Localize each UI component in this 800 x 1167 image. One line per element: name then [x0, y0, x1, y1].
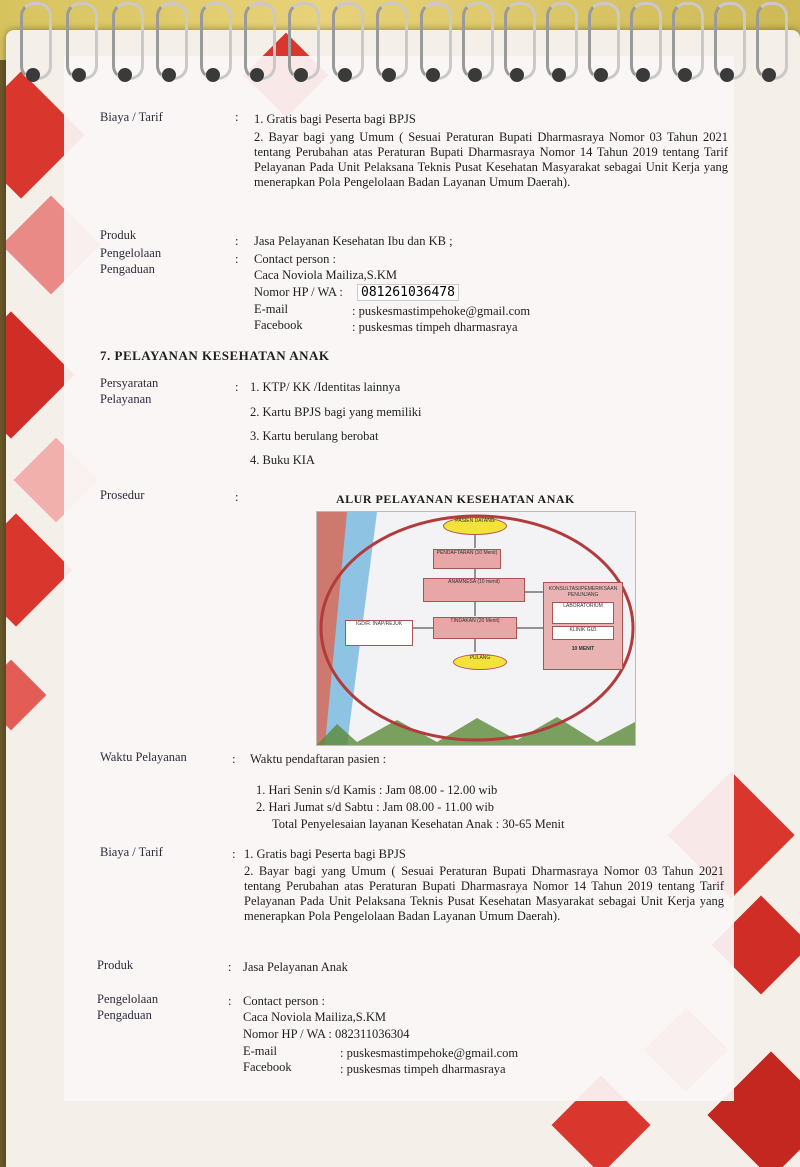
facebook-label-2: Facebook [243, 1060, 292, 1074]
flow-konsul-group [543, 582, 623, 670]
hole-icon [720, 68, 734, 82]
biaya2-item-2: 2. Bayar bagi yang Umum ( Sesuai Peraturan Bupati Dharmasraya Nomor 03 Tahun 2021 tentang Perubahan atas Peraturan Bupati Dharmasraya Nomor 14 Tahun 2019 tentang Tarif Pelayanan Pada Unit Pelaksana Teknis Pusat Kesehatan Masyarakat sebagai Unit Kerja yang menerapkan Pola Pengelolaan Badan Layanan Umum Daerah). [244, 864, 724, 923]
email-label-2: E-mail [243, 1044, 278, 1058]
facebook-value-2: : puskesmas timpeh dharmasraya [340, 1062, 506, 1076]
produk-value: Jasa Pelayanan Kesehatan Ibu dan KB ; [254, 234, 453, 248]
flow-gizi: KLINIK GIZI [552, 626, 614, 640]
contact-name-2: Caca Noviola Mailiza,S.KM [243, 1010, 387, 1024]
contact-label: Contact person : [254, 252, 336, 266]
waktu-label: Waktu Pelayanan [100, 750, 187, 764]
hole-icon [338, 68, 352, 82]
hole-icon [552, 68, 566, 82]
hole-icon [250, 68, 264, 82]
biaya-label: Biaya / Tarif [100, 110, 163, 124]
hole-icon [636, 68, 650, 82]
waktu-item: 1. Hari Senin s/d Kamis : Jam 08.00 - 12.00 wib [256, 783, 498, 797]
persyaratan-item: 2. Kartu BPJS bagi yang memiliki [250, 405, 422, 419]
hole-icon [206, 68, 220, 82]
produk-label: Produk [100, 228, 137, 242]
phone-label: Nomor HP / WA : [254, 285, 343, 299]
decor-diamond [6, 660, 46, 731]
flow-igd: IGD/R. INAP/REJUK [345, 620, 413, 646]
flowchart [316, 511, 636, 746]
colon: : [235, 234, 239, 248]
waktu-intro: Waktu pendaftaran pasien : [250, 752, 387, 766]
biaya-item-2: 2. Bayar bagi yang Umum ( Sesuai Peraturan Bupati Dharmasraya Nomor 03 Tahun 2021 tentang Perubahan atas Peraturan Bupati Dharmasraya Nomor 14 Tahun 2019 tentang Tarif Pelayanan Pada Unit Pelaksana Teknis Pusat Kesehatan Masyarakat sebagai Unit Kerja yang menerapkan Pola Pengelolaan Badan Layanan Umum Daerah). [254, 130, 728, 189]
facebook-label: Facebook [254, 318, 303, 332]
flow-title: ALUR PELAYANAN KESEHATAN ANAK [336, 492, 575, 506]
email-value-2: : puskesmastimpehoke@gmail.com [340, 1046, 519, 1060]
phone-value: 081261036478 [357, 284, 459, 301]
email-value: : puskesmastimpehoke@gmail.com [352, 304, 531, 318]
colon: : [235, 110, 239, 124]
colon: : [232, 847, 236, 861]
biaya-item-1: 1. Gratis bagi Peserta bagi BPJS [254, 112, 416, 126]
biaya2-item-1: 1. Gratis bagi Peserta bagi BPJS [244, 847, 406, 861]
colon: : [235, 252, 239, 266]
hole-icon [162, 68, 176, 82]
facebook-value: : puskesmas timpeh dharmasraya [352, 320, 518, 334]
hole-icon [382, 68, 396, 82]
contact-label-2: Contact person : [243, 994, 325, 1008]
hole-icon [294, 68, 308, 82]
flow-pendaftaran: PENDAFTARAN (10 Menit) [433, 549, 501, 569]
pengelolaan-label: Pengelolaan [100, 246, 162, 260]
hole-icon [26, 68, 40, 82]
prosedur-label: Prosedur [100, 488, 145, 502]
persyaratan-item: 3. Kartu berulang berobat [250, 429, 379, 443]
hole-icon [426, 68, 440, 82]
phone-text-2: Nomor HP / WA : 082311036304 [243, 1027, 410, 1041]
flow-menit: 10 MENIT [571, 646, 595, 652]
biaya-label-2: Biaya / Tarif [100, 845, 163, 859]
colon: : [228, 994, 232, 1008]
decor-diamond [6, 513, 73, 626]
hole-icon [678, 68, 692, 82]
pelayanan-label: Pelayanan [100, 392, 152, 406]
hole-icon [594, 68, 608, 82]
pengaduan-label: Pengaduan [100, 262, 155, 276]
flow-anamnesa: ANAMNESA (10 menit) [423, 578, 525, 602]
hole-icon [72, 68, 86, 82]
waktu-item: 2. Hari Jumat s/d Sabtu : Jam 08.00 - 11.00 wib [256, 800, 495, 814]
colon: : [228, 960, 232, 974]
hole-icon [118, 68, 132, 82]
persyaratan-item: 1. KTP/ KK /Identitas lainnya [250, 380, 401, 394]
flow-pulang: PULANG [453, 654, 507, 670]
persyaratan-label: Persyaratan [100, 376, 159, 390]
colon: : [235, 490, 239, 504]
section-heading: 7. PELAYANAN KESEHATAN ANAK [100, 348, 330, 363]
email-label: E-mail [254, 302, 289, 316]
flow-tindakan: TINDAKAN (20 Menit) [433, 617, 517, 639]
spiral-binding [0, 0, 800, 95]
hole-icon [510, 68, 524, 82]
pengaduan-label-2: Pengaduan [97, 1008, 152, 1022]
persyaratan-item: 4. Buku KIA [250, 453, 315, 467]
flow-pasien: PASIEN DATANG [443, 517, 507, 535]
flow-konsul: KONSULTASI/PEMERIKSAAN PENUNJANG [548, 586, 618, 598]
produk-value-2: Jasa Pelayanan Anak [243, 960, 348, 974]
contact-name: Caca Noviola Mailiza,S.KM [254, 268, 398, 282]
hole-icon [468, 68, 482, 82]
flow-lab: LABORATORIUM [552, 602, 614, 624]
colon: : [232, 752, 236, 766]
hole-icon [762, 68, 776, 82]
colon: : [235, 380, 239, 394]
produk-label-2: Produk [97, 958, 134, 972]
waktu-total: Total Penyelesaian layanan Kesehatan Anak : 30-65 Menit [272, 817, 565, 831]
pengelolaan-label-2: Pengelolaan [97, 992, 159, 1006]
